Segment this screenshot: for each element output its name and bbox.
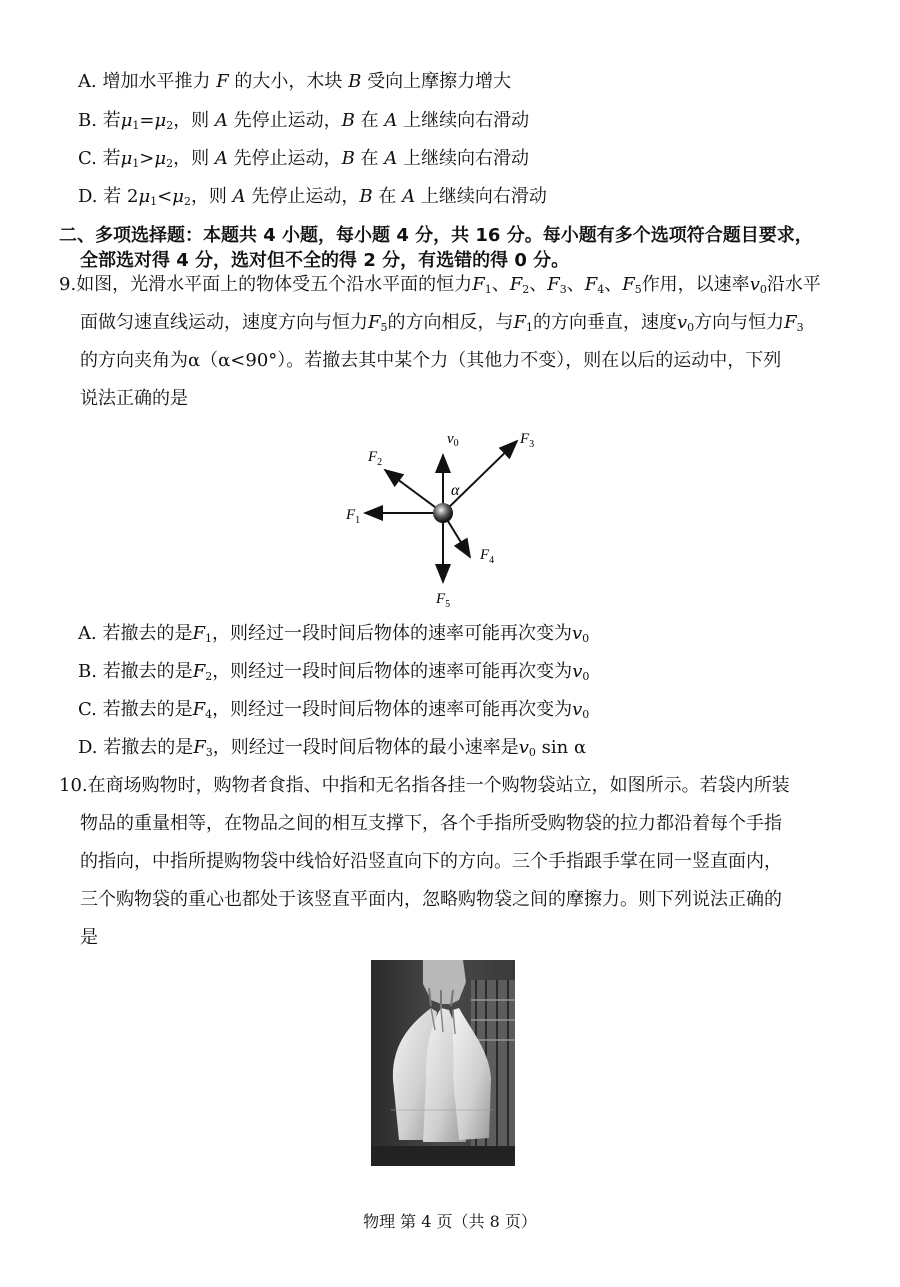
q9-line2: 面做匀速直线运动，速度方向与恒力$F_5$的方向相反，与$F_1$的方向垂直，速度$v_0$方向与恒力$F_3$: [80, 312, 804, 334]
prev-option-d: D. 若 $2\mu_1<\mu_2$，则 A 先停止运动，B 在 A 上继续向右滑动: [78, 186, 547, 208]
prev-option-a: A. 增加水平推力 F 的大小，木块 B 受向上摩擦力增大: [78, 71, 512, 92]
alpha-label: α: [451, 482, 460, 499]
prev-option-b: B. 若$\mu_1=\mu_2$，则 A 先停止运动，B 在 A 上继续向右滑动: [78, 110, 530, 132]
q9-option-a: A. 若撤去的是$F_1$，则经过一段时间后物体的速率可能再次变为$v_0$: [78, 623, 590, 645]
prev-option-c: C. 若$\mu_1>\mu_2$，则 A 先停止运动，B 在 A 上继续向右滑动: [78, 148, 529, 170]
f2-arrow: [385, 470, 443, 513]
f3-arrow: [443, 441, 517, 513]
force-diagram: [330, 425, 560, 615]
f5-label: $F_5$: [436, 591, 451, 610]
section-heading-line1: 二、多项选择题：本题共 4 小题，每小题 4 分，共 16 分。每小题有多个选项符合题目要求，: [59, 225, 813, 246]
shopping-bags-photo: [371, 960, 515, 1166]
object-ball: [433, 503, 453, 523]
f4-label: $F_4$: [480, 547, 495, 566]
v0-label: $v_0$: [447, 431, 459, 449]
q10-line2: 物品的重量相等，在物品之间的相互支撑下，各个手指所受购物袋的拉力都沿着每个手指: [80, 813, 782, 834]
section-heading-line2: 全部选对得 4 分，选对但不全的得 2 分，有选错的得 0 分。: [80, 250, 570, 271]
q10-line5: 是: [80, 927, 98, 948]
q9-option-b: B. 若撤去的是$F_2$，则经过一段时间后物体的速率可能再次变为$v_0$: [78, 661, 590, 683]
f2-label: $F_2$: [368, 449, 383, 468]
q9-line1: 9.如图，光滑水平面上的物体受五个沿水平面的恒力$F_1$、$F_2$、$F_3$、$F_4$、$F_5$作用，以速率$v_0$沿水平: [59, 274, 821, 296]
q9-line4: 说法正确的是: [80, 388, 188, 409]
q10-line4: 三个购物袋的重心也都处于该竖直平面内，忽略购物袋之间的摩擦力。则下列说法正确的: [80, 889, 782, 910]
page-footer: 物理 第 4 页（共 8 页）: [363, 1212, 537, 1231]
q9-line3: 的方向夹角为α（α<90°）。若撤去其中某个力（其他力不变），则在以后的运动中，下列: [80, 350, 782, 371]
f3-label: $F_3$: [520, 431, 535, 450]
f1-label: $F_1$: [346, 507, 361, 526]
q10-line3: 的指向，中指所提购物袋中线恰好沿竖直向下的方向。三个手指跟手掌在同一竖直面内，: [80, 851, 782, 872]
q9-option-d: D. 若撤去的是$F_3$，则经过一段时间后物体的最小速率是$v_0$ sin α: [78, 737, 587, 759]
q10-line1: 10.在商场购物时，购物者食指、中指和无名指各挂一个购物袋站立，如图所示。若袋内所装: [59, 775, 790, 796]
q9-option-c: C. 若撤去的是$F_4$，则经过一段时间后物体的速率可能再次变为$v_0$: [78, 699, 590, 721]
